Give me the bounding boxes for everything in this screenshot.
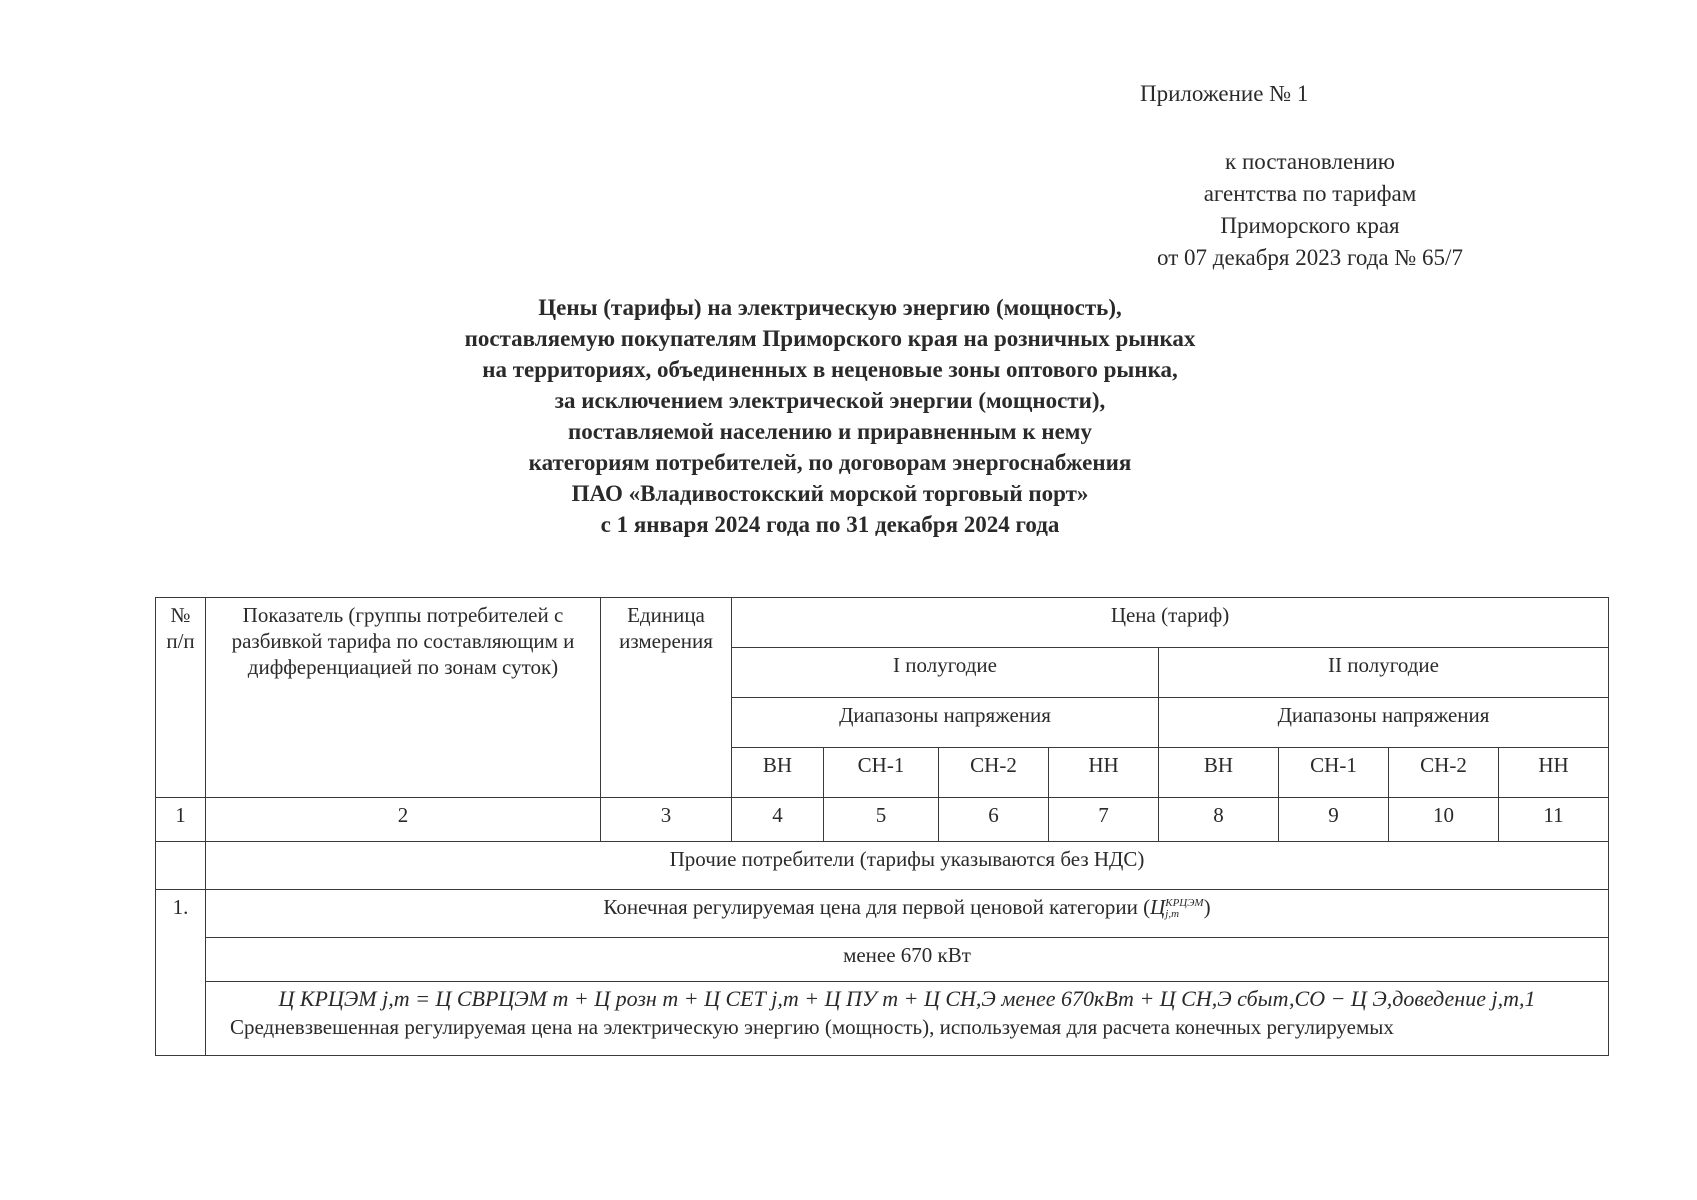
column-number: 3 xyxy=(601,798,732,842)
formula-cell xyxy=(206,982,1609,1056)
header-voltage-sn1: СН-1 xyxy=(1279,748,1389,798)
appendix-reference xyxy=(1100,146,1520,274)
title-line: поставляемую покупателям Приморского края на розничных рынках xyxy=(464,326,1196,351)
column-number: 10 xyxy=(1389,798,1499,842)
header-voltage-sn1: СН-1 xyxy=(824,748,939,798)
column-number: 5 xyxy=(824,798,939,842)
header-voltage-vn: ВН xyxy=(732,748,824,798)
column-number: 11 xyxy=(1499,798,1609,842)
title-line: за исключением электрической энергии (мощности), xyxy=(554,388,1106,413)
item-final-regulated-price xyxy=(206,890,1609,938)
appendix-line: Приморского края xyxy=(1220,213,1400,238)
appendix-number: Приложение № 1 xyxy=(1140,81,1309,106)
header-row-number: № п/п xyxy=(156,598,206,798)
title-line: с 1 января 2024 года по 31 декабря 2024 года xyxy=(600,512,1060,537)
column-number: 4 xyxy=(732,798,824,842)
document-title xyxy=(340,292,1320,540)
title-line: поставляемой населению и приравненным к нему xyxy=(568,419,1092,444)
appendix-line: агентства по тарифам xyxy=(1203,181,1417,206)
column-number: 8 xyxy=(1159,798,1279,842)
title-line: ПАО «Владивостокский морской торговый порт» xyxy=(571,481,1089,506)
title-line: Цены (тарифы) на электрическую энергию (мощность), xyxy=(538,295,1122,320)
tariff-table xyxy=(155,597,1609,1056)
header-voltage-ranges-1: Диапазоны напряжения xyxy=(732,698,1159,748)
subitem-less-670kw: менее 670 кВт xyxy=(206,938,1609,982)
header-indicator: Показатель (группы потребителей с разбивкой тарифа по составляющим и дифференциацией по зонам суток) xyxy=(206,598,601,798)
item-close: ) xyxy=(1203,895,1211,919)
header-price: Цена (тариф) xyxy=(732,598,1609,648)
appendix-line: от 07 декабря 2023 года № 65/7 xyxy=(1157,245,1463,270)
column-number: 2 xyxy=(206,798,601,842)
header-voltage-ranges-2: Диапазоны напряжения xyxy=(1159,698,1609,748)
item-text: Конечная регулируемая цена для первой ценовой категории ( xyxy=(603,895,1151,919)
appendix-line: к постановлению xyxy=(1225,149,1395,174)
item-number: 1. xyxy=(156,890,206,1056)
header-voltage-vn: ВН xyxy=(1159,748,1279,798)
header-half-2: II полугодие xyxy=(1159,648,1609,698)
header-half-1: I полугодие xyxy=(732,648,1159,698)
empty-cell xyxy=(156,842,206,890)
weighted-average-text: Средневзвешенная регулируемая цена на электрическую энергию (мощность), используемая для расчета конечных регулируемых xyxy=(230,1015,1394,1039)
column-number: 9 xyxy=(1279,798,1389,842)
title-line: на территориях, объединенных в неценовые зоны оптового рынка, xyxy=(482,357,1178,382)
column-number: 6 xyxy=(939,798,1049,842)
header-voltage-nn: НН xyxy=(1049,748,1159,798)
header-voltage-sn2: СН-2 xyxy=(939,748,1049,798)
title-line: категориям потребителей, по договорам энергоснабжения xyxy=(528,450,1132,475)
column-number: 1 xyxy=(156,798,206,842)
header-unit: Единица измерения xyxy=(601,598,732,798)
price-symbol: ЦКРЦЭМ j,m xyxy=(1150,895,1204,921)
column-number: 7 xyxy=(1049,798,1159,842)
price-formula: Ц КРЦЭМ j,m = Ц СВРЦЭМ m + Ц розн m + Ц СЕТ j,m + Ц ПУ m + Ц СН,Э менее 670кВт + Ц СН,Э сбыт,СО − Ц Э,доведение j,m,1 xyxy=(278,986,1536,1011)
header-voltage-nn: НН xyxy=(1499,748,1609,798)
header-voltage-sn2: СН-2 xyxy=(1389,748,1499,798)
section-other-consumers: Прочие потребители (тарифы указываются без НДС) xyxy=(206,842,1609,890)
